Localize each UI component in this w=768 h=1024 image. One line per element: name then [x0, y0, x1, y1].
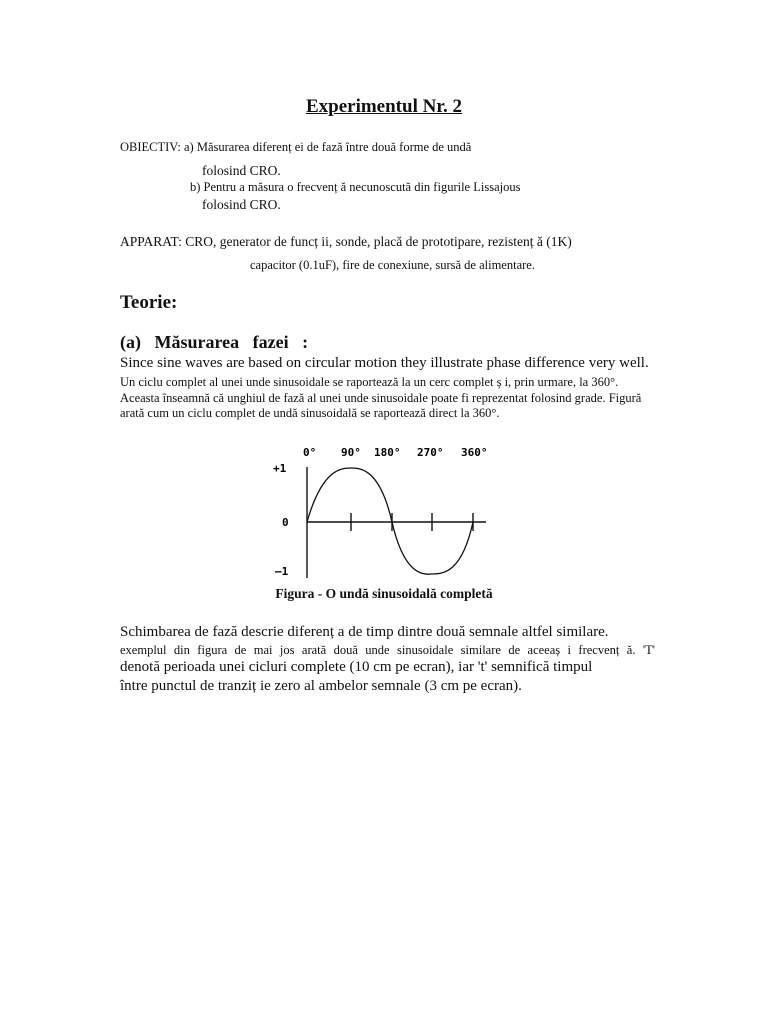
phase-label-0: 0°: [303, 446, 317, 459]
phase-shift-line4: între punctul de tranziț ie zero al ambelor semnale (3 cm pe ecran).: [120, 678, 522, 694]
phase-paragraph-line4: arată cum un ciclu complet de undă sinusoidală se raportează direct la 360°.: [120, 406, 500, 420]
y-label-minus-one: –1: [275, 565, 289, 578]
figure-caption: Figura - O undă sinusoidală completă: [275, 586, 493, 601]
phase-measurement-heading: (a) Măsurarea fazei :: [120, 332, 309, 352]
objective-a-line2: folosind CRO.: [202, 163, 281, 178]
phase-shift-line2: exemplul din figura de mai jos arată două unde sinusoidale similare de aceeaș i frecvenț ă. 'T': [120, 643, 655, 657]
phase-label-360: 360°: [461, 446, 488, 459]
phase-shift-line1: Schimbarea de fază descrie diferenț a de timp dintre două semnale altfel similare.: [120, 624, 609, 640]
sine-wave-figure: [268, 440, 498, 582]
phase-shift-line3: denotă perioada unei cicluri complete (10 cm pe ecran), iar 't' semnifică timpul: [120, 659, 593, 675]
apparatus-line1: APPARAT: CRO, generator de funcț ii, sonde, placă de prototipare, rezistenț ă (1K): [120, 234, 572, 249]
document-title: Experimentul Nr. 2: [305, 96, 463, 117]
apparatus-line2: capacitor (0.1uF), fire de conexiune, sursă de alimentare.: [250, 258, 535, 272]
theory-heading: Teorie:: [120, 292, 178, 313]
phase-paragraph-line1: Since sine waves are based on circular motion they illustrate phase difference very well.: [120, 355, 649, 371]
y-label-zero: 0: [282, 516, 289, 529]
objective-b-line1: b) Pentru a măsura o frecvenț ă necunoscută din figurile Lissajous: [190, 180, 521, 194]
objective-a-line1: OBIECTIV: a) Măsurarea diferenț ei de fază între două forme de undă: [120, 140, 472, 154]
sine-wave-curve: [307, 468, 473, 574]
y-label-plus-one: +1: [273, 462, 287, 475]
phase-paragraph-line2: Un ciclu complet al unei unde sinusoidale se raportează la un cerc complet ș i, prin urmare, la 360°.: [120, 375, 619, 389]
phase-label-90: 90°: [341, 446, 361, 459]
objective-b-line2: folosind CRO.: [202, 197, 281, 212]
phase-paragraph-line3: Aceasta înseamnă că unghiul de fază al unei unde sinusoidale poate fi reprezentat folosind grade. Figură: [120, 391, 642, 405]
phase-label-270: 270°: [417, 446, 444, 459]
phase-label-180: 180°: [374, 446, 401, 459]
